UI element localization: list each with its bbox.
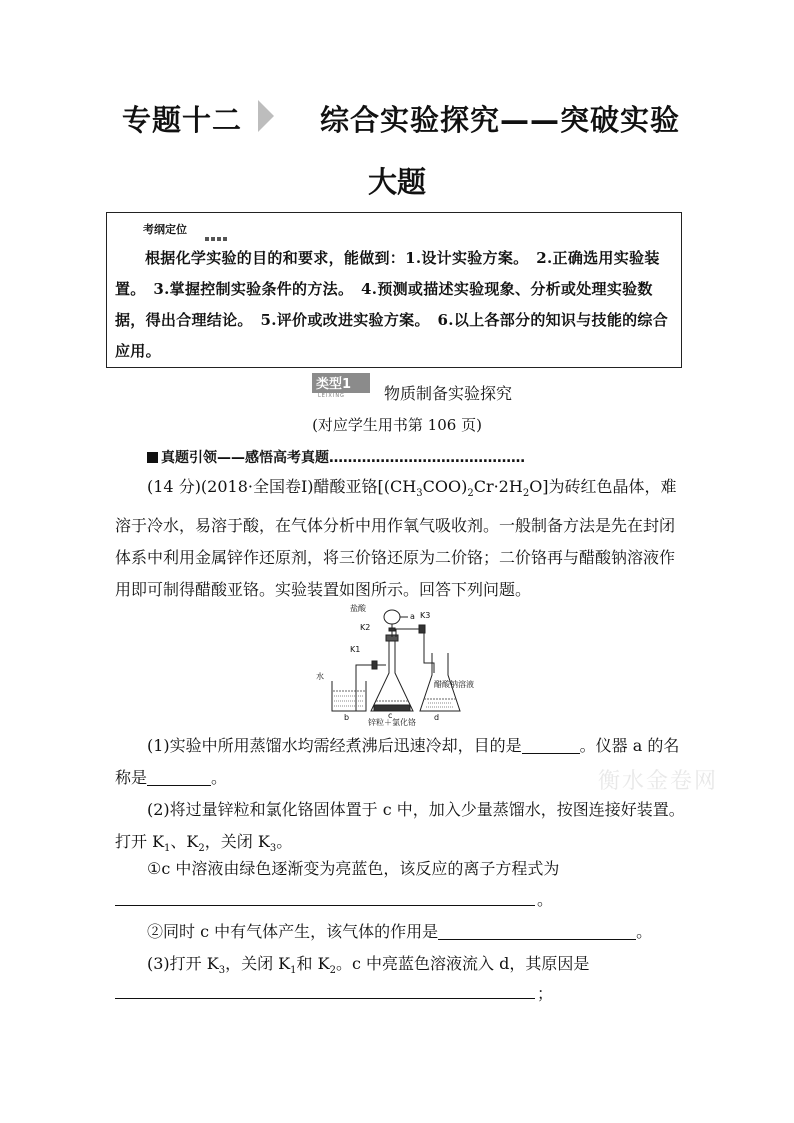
answer-blank-q1-purpose[interactable] — [522, 735, 580, 754]
label-reagent: 锌粒＋氯化铬 — [368, 718, 416, 727]
q2-sub-1: 1 — [164, 843, 171, 855]
outline-heading: 考纲定位 — [143, 223, 187, 236]
label-c: c — [388, 711, 393, 720]
title-main: 综合实验探究——突破实验 — [320, 103, 681, 137]
apparatus-diagram — [316, 603, 476, 725]
title-line-2: 大题 — [367, 165, 426, 199]
question-2-1: ①c 中溶液由绿色逐渐变为亮蓝色，该反应的离子方程式为 — [147, 859, 560, 878]
question-1 — [115, 730, 690, 762]
q3-text-c: 和 K — [296, 954, 330, 973]
q3-sub-1: 1 — [290, 965, 297, 977]
label-b: b — [344, 713, 350, 722]
answer-blank-q3[interactable] — [115, 998, 535, 999]
title-prefix: 专题十二 — [122, 103, 243, 137]
question-2: (2)将过量锌粒和氯化铬固体置于 c 中，加入少量蒸馏水，按图连接好装置。 — [147, 800, 685, 819]
q2-text-b2: 、K — [170, 832, 199, 851]
title-line-1 — [0, 98, 794, 144]
q3-sub-3: 3 — [218, 965, 226, 977]
label-sodium-acetate: 醋酸钠溶液 — [434, 680, 474, 689]
type-badge-sub: LEIXING — [318, 393, 345, 399]
q3-text-b: ，关闭 K — [225, 954, 291, 973]
chevron-right-icon — [258, 100, 274, 132]
question-3 — [115, 948, 690, 987]
answer-blank-q1-name[interactable] — [147, 767, 211, 786]
intro-text-a: (14 分)(2018·全国卷Ⅰ)醋酸亚铬[(CH — [147, 477, 417, 496]
q1-text-d: 。 — [211, 768, 228, 787]
problem-intro — [115, 471, 690, 606]
q3-end: ； — [537, 984, 554, 1003]
q3-sub-2: 2 — [329, 965, 336, 977]
label-hcl: 盐酸 — [350, 604, 366, 613]
intro-sub-2b: 2 — [522, 488, 530, 500]
type-badge-label: 类型1 — [316, 377, 352, 392]
label-a: a — [410, 612, 415, 621]
type-title: 物质制备实验探究 — [384, 384, 513, 403]
q3-text-a: (3)打开 K — [147, 954, 219, 973]
q2-2-end: 。 — [636, 922, 653, 941]
square-bullet-icon — [147, 452, 158, 463]
apparatus-figure — [316, 603, 476, 725]
reference-line: (对应学生用书第 106 页) — [312, 416, 482, 434]
type-badge — [312, 373, 370, 393]
q1-text-b: 。仪器 a 的名 — [579, 736, 680, 755]
section-header-text: 真题引领——感悟高考真题…………………………………… — [161, 450, 525, 466]
intro-sub-2a: 2 — [467, 488, 474, 500]
q2-text-b3: ，关闭 K — [204, 832, 270, 851]
q2-2-text: ②同时 c 中有气体产生，该气体的作用是 — [147, 922, 439, 941]
answer-blank-q2-2[interactable] — [438, 921, 636, 940]
q2-text-b4: 。 — [276, 832, 293, 851]
intro-text-b: COO) — [422, 477, 468, 496]
intro-text-d: O]为砖红色晶体，难溶于冷水，易溶于酸，在气体分析中用作氧气吸收剂。一般制备方法是先在封闭体系中利用金属锌作还原剂，将三价铬还原为二价铬；二价铬再与醋酸钠溶液作用即可制得醋酸亚铬。实验装置如图所示。回答下列问题。 — [115, 477, 677, 600]
question-2-2 — [115, 916, 690, 948]
q2-text-b: 打开 K — [115, 832, 165, 851]
dots-decoration — [205, 226, 229, 230]
section-header — [147, 447, 525, 467]
outline-box — [106, 212, 682, 368]
q2-1-end: 。 — [537, 890, 554, 909]
label-k2: K2 — [360, 623, 371, 632]
q2-sub-3: 3 — [269, 843, 277, 855]
label-k3: K3 — [420, 611, 431, 620]
intro-text-c: Cr·2H — [473, 477, 523, 496]
q1-text-c: 称是 — [115, 768, 148, 787]
label-k1: K1 — [350, 645, 361, 654]
q1-text-a: (1)实验中所用蒸馏水均需经煮沸后迅速冷却，目的是 — [147, 736, 522, 755]
outline-text: 根据化学实验的目的和要求，能做到：1.设计实验方案。 2.正确选用实验装置。 3.掌握控制实验条件的方法。 4.预测或描述实验现象、分析或处理实验数据，得出合理结论。 5.评价或改进实验方案。 6.以上各部分的知识与技能的综合应用。 — [115, 249, 669, 360]
q3-text-d: 。c 中亮蓝色溶液流入 d，其原因是 — [335, 954, 590, 973]
watermark: 衡水金卷网 — [598, 769, 719, 794]
q2-sub-2: 2 — [198, 843, 205, 855]
intro-sub-3: 3 — [416, 488, 423, 500]
label-water: 水 — [316, 672, 324, 681]
answer-blank-q2-1[interactable] — [115, 905, 535, 906]
label-d: d — [434, 713, 440, 722]
